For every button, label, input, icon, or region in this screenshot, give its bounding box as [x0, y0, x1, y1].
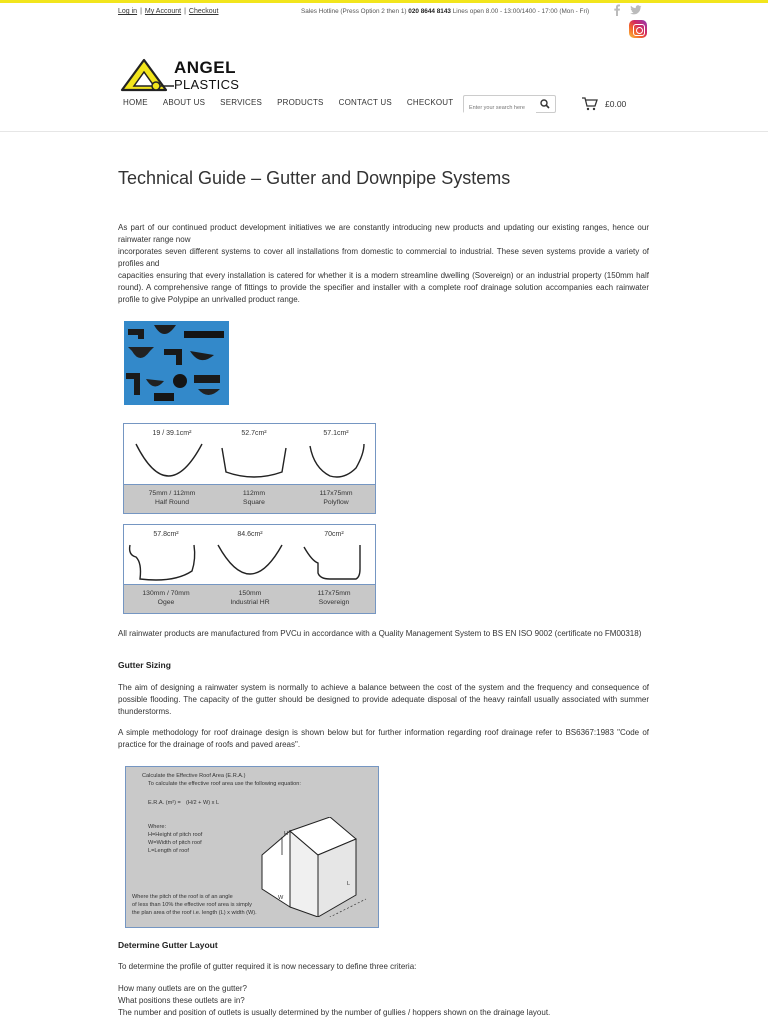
half-round-profile-icon: [136, 444, 202, 476]
gutter-fittings-photo: [124, 321, 229, 405]
era-note-2: of less than 10% the effective roof area is simply: [132, 902, 252, 908]
sovereign-profile-icon: [304, 545, 360, 579]
profile-area: 52.7cm²: [241, 430, 267, 437]
profile-caption: [208, 589, 292, 607]
profile-size: 130mm / 70mm: [142, 590, 190, 597]
gutter-fittings-image: [124, 321, 229, 405]
nav-about-us[interactable]: ABOUT US: [162, 98, 206, 107]
separator: |: [184, 8, 186, 15]
profile-name: Industrial HR: [230, 599, 270, 606]
industrial-hr-profile-icon: [218, 545, 282, 574]
my-account-link[interactable]: My Account: [144, 8, 182, 15]
house-roof-drawing: [256, 817, 374, 917]
search-input[interactable]: [464, 100, 536, 116]
era-equation-lhs: E.R.A. (m²) =: [148, 800, 181, 806]
era-l-definition: L=Length of roof: [148, 848, 189, 854]
profile-area: 70cm²: [324, 531, 344, 538]
era-subtitle: To calculate the effective roof area use the following equation:: [148, 781, 301, 787]
profile-area: 57.1cm²: [323, 430, 349, 437]
profile-area: 57.8cm²: [153, 531, 179, 538]
era-h-definition: H=Height of pitch roof: [148, 832, 203, 838]
profile-size: 117x75mm: [317, 590, 351, 597]
era-note-1: Where the pitch of the roof is of an angle: [132, 894, 233, 900]
gutter-profile-drawings: [124, 438, 377, 484]
intro-line-3: capacities ensuring that every installation is catered for whether it is a modern streamline dwelling (Sovereign) or an industrial property (150mm half round). A comprehensive range of fittings to provide the specifier and installer with a complete roof drainage solution accompanies each rainwater profile to give Polypipe an unrivalled product range.: [118, 271, 649, 304]
criteria-question-2: What positions these outlets are in?: [118, 996, 245, 1005]
intro-paragraph: [118, 222, 649, 306]
profile-caption: [130, 489, 214, 507]
era-w-definition: W=Width of pitch roof: [148, 840, 202, 846]
profile-caption: [124, 589, 208, 607]
nav-products[interactable]: PRODUCTS: [277, 98, 324, 107]
sales-hotline: [301, 8, 589, 15]
nav-home[interactable]: HOME: [123, 98, 148, 107]
criteria-question-1: How many outlets are on the gutter?: [118, 984, 247, 993]
era-equation-rhs: (H/2 + W) x L: [186, 800, 220, 806]
profile-size: 112mm: [242, 490, 266, 497]
page-title: Technical Guide – Gutter and Downpipe Systems: [118, 168, 511, 188]
era-where: Where:: [148, 824, 167, 830]
label-w: W: [278, 895, 284, 901]
gutter-profiles-bottom: [123, 524, 376, 614]
profile-caption-row: [124, 484, 375, 513]
methodology-paragraph: A simple methodology for roof drainage design is shown below but for further information regarding roof drainage refer to BS6367:1983 "Code of practice for the drainage of roofs and paved areas".: [118, 728, 649, 749]
nav-contact-us[interactable]: CONTACT US: [338, 98, 392, 107]
gutter-profiles-top: [123, 423, 376, 514]
profile-area: 19 / 39.1cm²: [152, 430, 192, 437]
profile-caption-row: [124, 584, 375, 613]
profile-name: Square: [243, 499, 265, 506]
intro-line-2: incorporates seven different systems to cover all installations from domestic to commercial to industrial. These seven systems provide a variety of profiles and: [118, 247, 649, 268]
facebook-icon[interactable]: [612, 4, 622, 16]
gutter-layout-intro: To determine the profile of gutter required it is now necessary to define three criteria:: [118, 962, 417, 971]
profile-name: Polyflow: [323, 499, 349, 506]
gutter-sizing-heading: Gutter Sizing: [118, 660, 171, 670]
nav-services[interactable]: SERVICES: [220, 98, 263, 107]
checkout-link[interactable]: Checkout: [188, 8, 219, 15]
criteria-question-3: The number and position of outlets is usually determined by the number of gullies / hoppers shown on the drainage layout.: [118, 1008, 551, 1017]
hotline-number: 020 8644 8143: [408, 8, 451, 15]
intro-line-1: As part of our continued product development initiatives we are constantly introducing new products and updating our existing ranges, hence our rainwater range now: [118, 223, 649, 244]
hotline-prefix: Sales Hotline (Press Option 2 then 1): [301, 8, 407, 15]
login-link[interactable]: Log in: [118, 8, 138, 15]
separator: |: [140, 8, 142, 15]
logo-text-plastics: PLASTICS: [174, 77, 240, 92]
top-accent-bar: [0, 0, 768, 3]
era-note-3: the plan area of the roof i.e. length (L) x width (W).: [132, 910, 257, 916]
profile-name: Half Round: [154, 499, 189, 506]
profile-caption: [212, 489, 296, 507]
profile-size: 117x75mm: [319, 490, 353, 497]
account-links: [118, 8, 219, 15]
cart-icon[interactable]: [582, 97, 598, 111]
gutter-layout-heading: Determine Gutter Layout: [118, 940, 218, 950]
instagram-icon[interactable]: [629, 20, 647, 38]
hotline-hours: Lines open 8.00 - 13:00/1400 - 17:00 (Mon - Fri): [452, 8, 590, 15]
profile-name: Sovereign: [318, 599, 350, 606]
profile-name: Ogee: [157, 599, 175, 606]
label-l: L: [347, 881, 351, 887]
ogee-profile-icon: [130, 545, 195, 580]
label-h: H: [284, 831, 289, 837]
cart-total[interactable]: £0.00: [605, 99, 627, 109]
era-diagram: [125, 766, 379, 928]
main-nav: [123, 98, 468, 107]
profile-size: 150mm: [238, 590, 262, 597]
polyflow-profile-icon: [310, 444, 364, 477]
logo-mark-icon: [120, 58, 176, 94]
profile-size: 75mm / 112mm: [148, 490, 196, 497]
logo-text-angel: ANGEL: [174, 58, 236, 77]
search-icon[interactable]: [540, 99, 550, 109]
profile-caption: [294, 489, 378, 507]
search-box: [463, 95, 556, 113]
profile-caption: [292, 589, 376, 607]
twitter-icon[interactable]: [630, 4, 642, 16]
angel-plastics-logo[interactable]: [120, 58, 240, 98]
gutter-sizing-paragraph: The aim of designing a rainwater system is normally to achieve a balance between the cost of the system and the frequency and consequence of possible flooding. The capacity of the gutter should be designed to provide adequate disposal of the heavy rainfall usually associated with summer thunderstorms.: [118, 683, 649, 716]
era-title: Calculate the Effective Roof Area (E.R.A.): [142, 773, 246, 779]
gutter-profile-drawings: [124, 539, 377, 585]
header-divider: [0, 131, 768, 132]
manufactured-paragraph: All rainwater products are manufactured from PVCu in accordance with a Quality Management System to BS EN ISO 9002 (certificate no FM00318): [118, 629, 642, 638]
profile-area: 84.6cm²: [237, 531, 263, 538]
nav-checkout[interactable]: CHECKOUT: [406, 98, 454, 107]
square-profile-icon: [222, 448, 286, 477]
